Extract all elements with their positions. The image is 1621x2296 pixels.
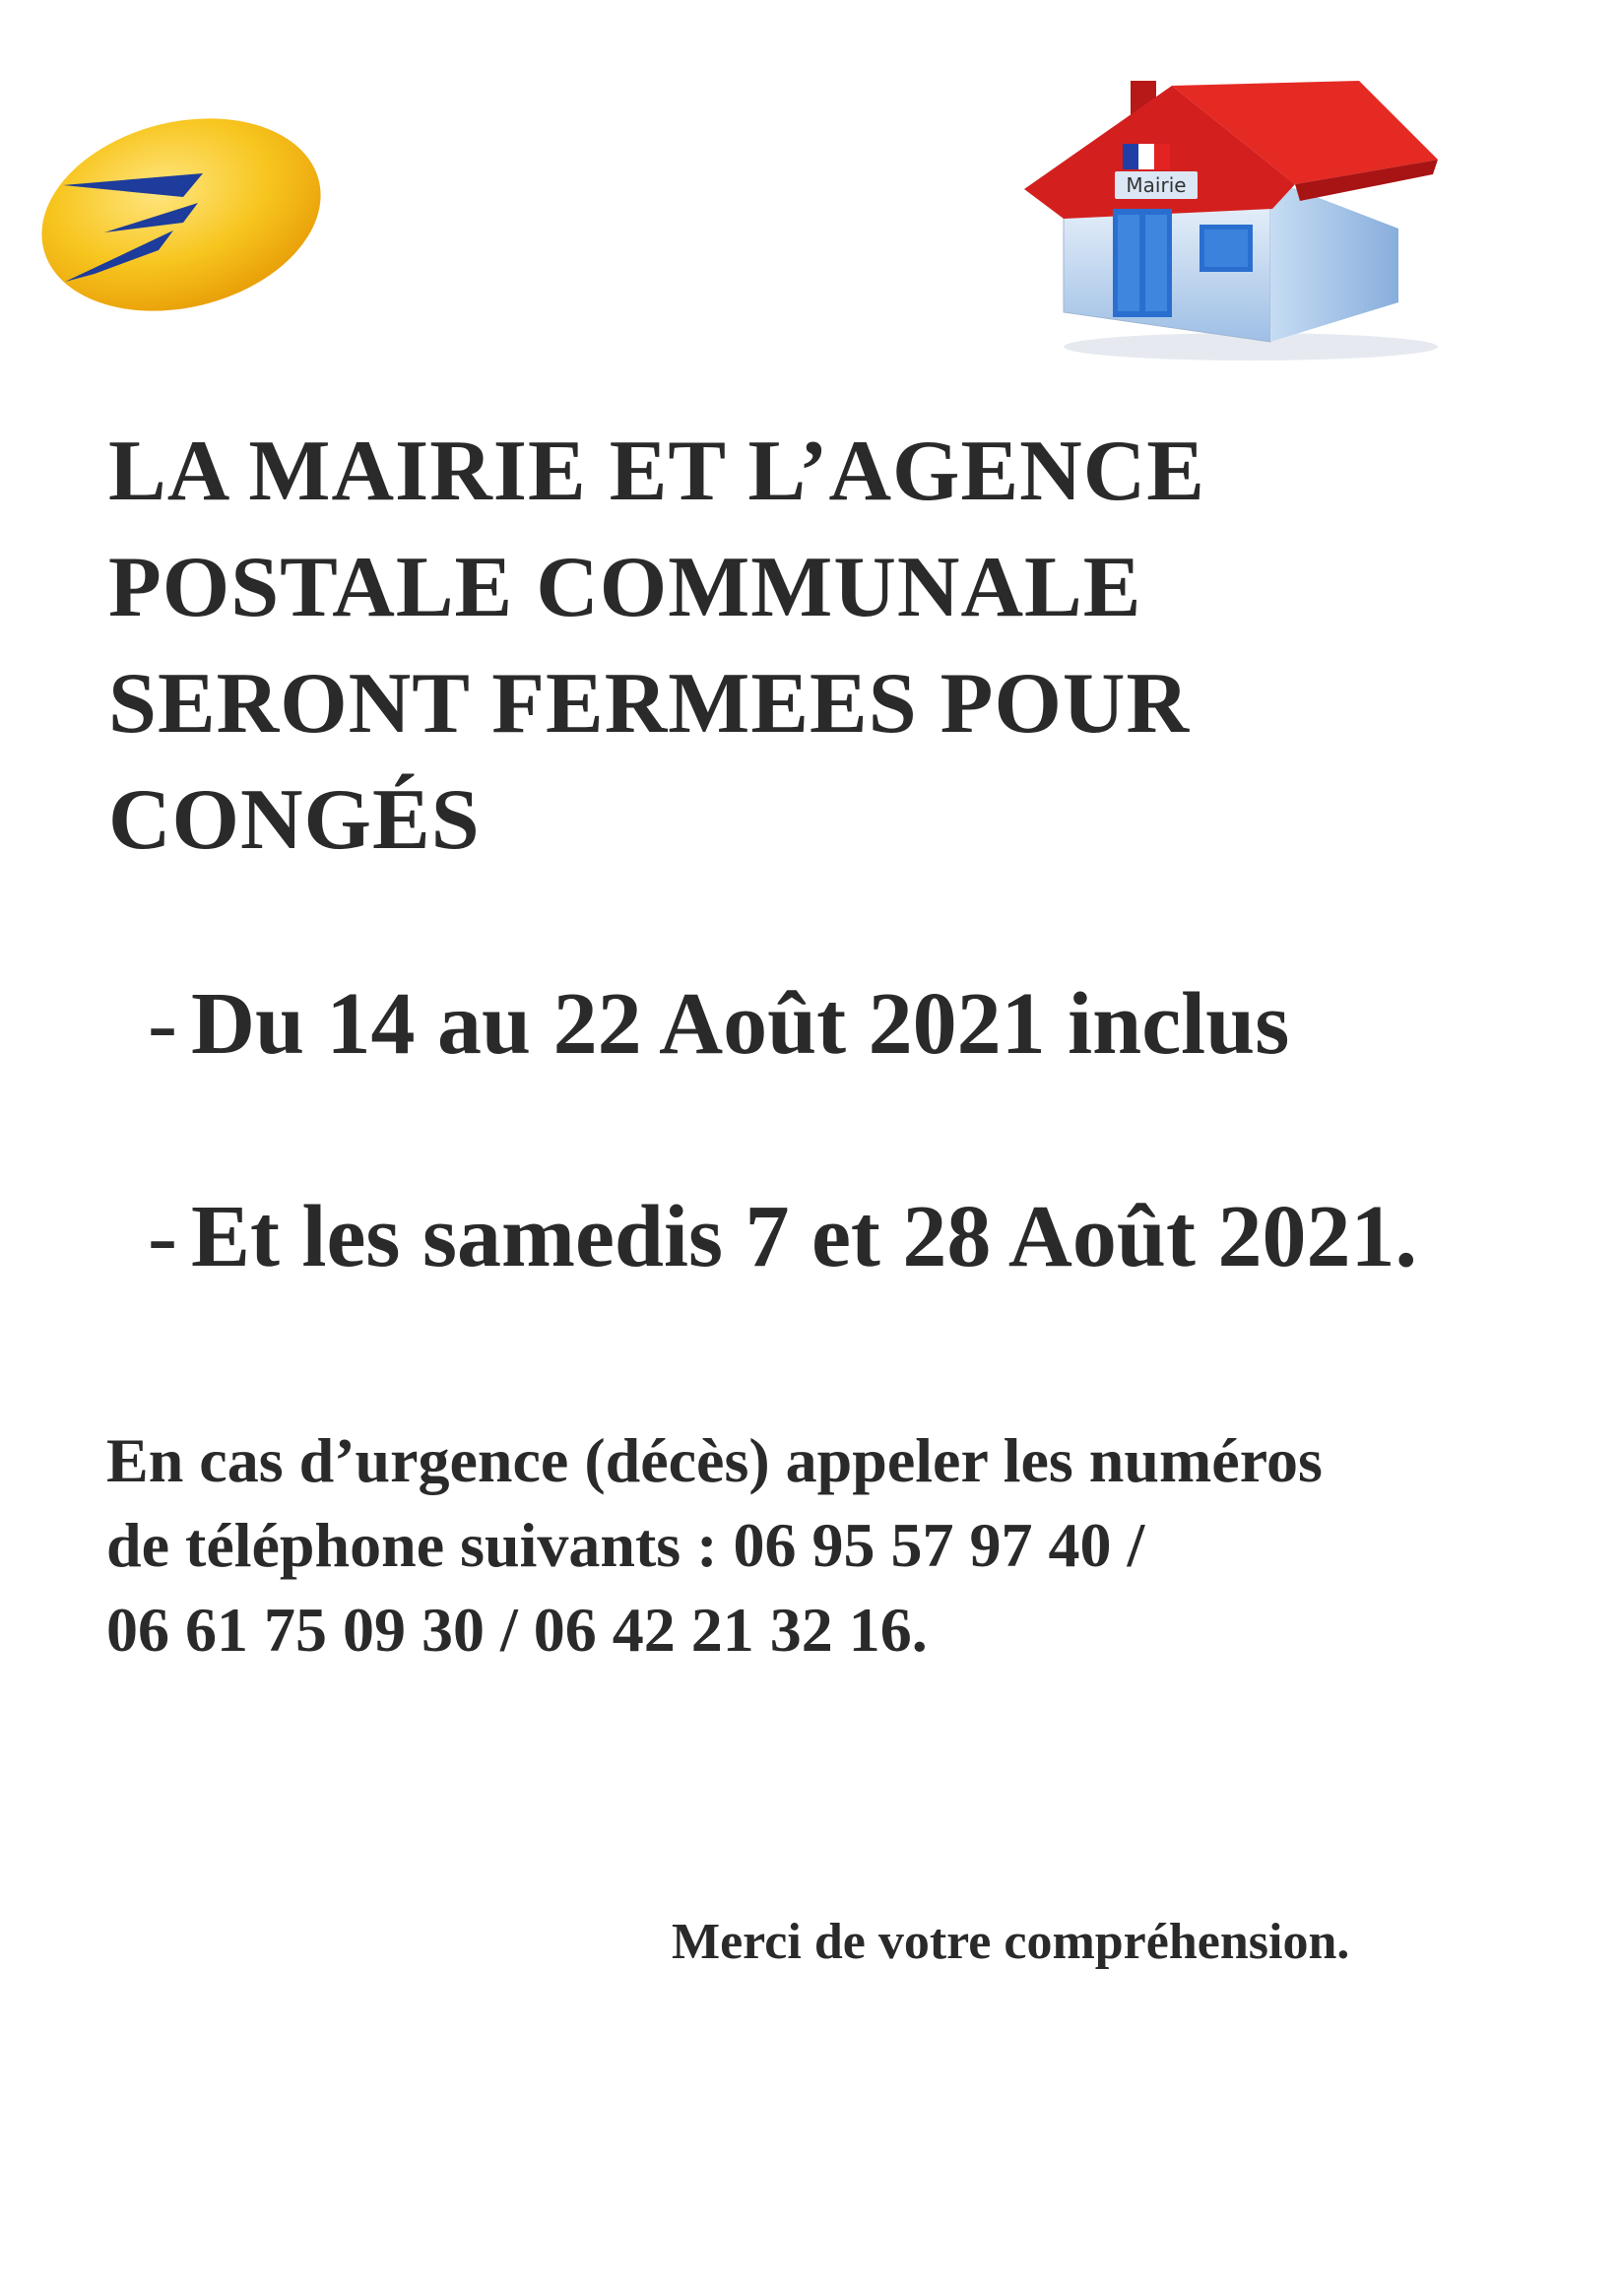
mairie-sign: Mairie <box>1126 173 1187 197</box>
emergency-line-3: 06 61 75 09 30 / 06 42 21 32 16. <box>106 1595 928 1665</box>
title-line-4: CONGÉS <box>108 772 481 868</box>
closing-thanks: Merci de votre compréhension. <box>672 1914 1350 1970</box>
list-dash: - <box>148 1188 177 1285</box>
list-dash: - <box>148 975 177 1073</box>
closure-date-1-text: Du 14 au 22 Août 2021 inclus <box>190 975 1290 1073</box>
title-line-1: LA MAIRIE ET L’AGENCE <box>108 424 1205 519</box>
closure-date-1 <box>148 975 1289 1074</box>
closure-date-2-text: Et les samedis 7 et 28 Août 2021. <box>190 1188 1417 1285</box>
notice-title <box>108 414 1546 879</box>
title-line-2: POSTALE COMMUNALE <box>108 540 1142 635</box>
la-poste-logo <box>35 116 327 313</box>
french-flag-icon <box>1123 144 1170 169</box>
mairie-house-icon <box>1024 61 1438 366</box>
emergency-line-1: En cas d’urgence (décès) appeler les numéros <box>106 1425 1323 1495</box>
emergency-line-2: de téléphone suivants : 06 95 57 97 40 / <box>106 1510 1145 1580</box>
emergency-contact-paragraph <box>106 1418 1564 1673</box>
closure-date-2 <box>148 1188 1417 1286</box>
title-line-3: SERONT FERMEES POUR <box>108 656 1190 752</box>
